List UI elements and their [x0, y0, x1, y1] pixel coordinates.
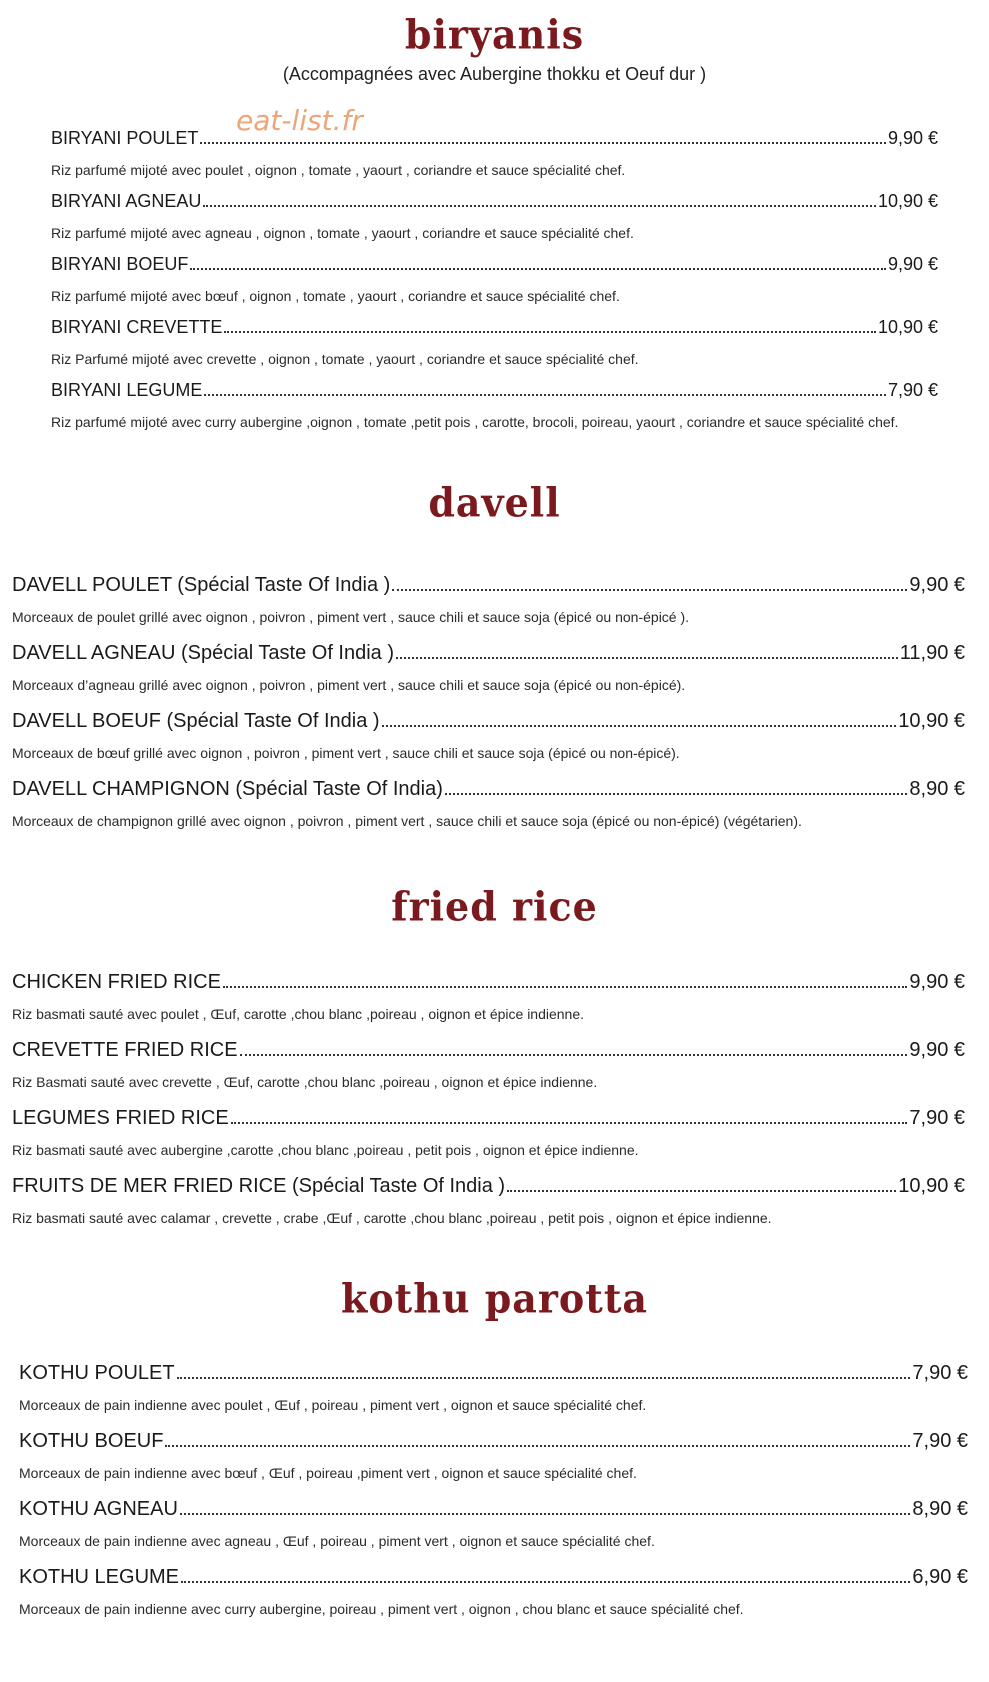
item-price: 7,90 €	[912, 1430, 968, 1452]
section-title-davell: davell	[428, 478, 561, 527]
item-description: Riz parfumé mijoté avec agneau , oignon , tomate , yaourt , coriandre et sauce spécialité chef.	[51, 225, 634, 241]
dot-leader	[382, 724, 897, 727]
menu-item-kothu-boeuf	[19, 1429, 968, 1483]
item-description: Riz parfumé mijoté avec poulet , oignon , tomate , yaourt , coriandre et sauce spécialité chef.	[51, 162, 626, 178]
item-name: CREVETTE FRIED RICE	[12, 1039, 238, 1061]
section-title-kothu-parotta: kothu parotta	[341, 1274, 648, 1323]
dot-leader	[204, 393, 886, 396]
menu-item-davell-champignon	[12, 777, 965, 831]
item-description: Riz basmati sauté avec calamar , crevette , crabe ,Œuf , carotte ,chou blanc ,poireau , petit pois , oignon et épice indienne.	[12, 1210, 772, 1226]
item-name: KOTHU POULET	[19, 1362, 175, 1384]
item-price: 9,90 €	[909, 1039, 965, 1061]
item-description: Morceaux de bœuf grillé avec oignon , poivron , piment vert , sauce chili et sauce soja (épicé ou non-épicé).	[12, 745, 680, 761]
item-description: Morceaux de poulet grillé avec oignon , poivron , piment vert , sauce chili et sauce soja (épicé ou non-épicé ).	[12, 609, 690, 625]
item-description: Riz parfumé mijoté avec curry aubergine ,oignon , tomate ,petit pois , carotte, brocoli, poireau, yaourt , coriandre et sauce spécialité chef.	[51, 414, 899, 430]
item-name: KOTHU LEGUME	[19, 1566, 180, 1588]
item-name: DAVELL AGNEAU (Spécial Taste Of India )	[12, 642, 395, 664]
dot-leader	[177, 1376, 911, 1379]
item-description: Morceaux de pain indienne avec bœuf , Œuf , poireau ,piment vert , oignon et sauce spécialité chef.	[19, 1465, 637, 1481]
item-description: Riz Basmati sauté avec crevette , Œuf, carotte ,chou blanc ,poireau , oignon et épice indienne.	[12, 1074, 598, 1090]
menu-item-legumes-fried-rice	[12, 1106, 965, 1160]
item-price: 6,90 €	[912, 1566, 968, 1588]
item-price: 8,90 €	[909, 778, 965, 800]
item-description: Morceaux de champignon grillé avec oignon , poivron , piment vert , sauce chili et sauce soja (épicé ou non-épicé) (végétarien).	[12, 813, 802, 829]
item-name: CHICKEN FRIED RICE	[12, 971, 221, 993]
dot-leader	[445, 792, 908, 795]
item-price: 10,90 €	[877, 317, 938, 337]
menu-item-chicken-fried-rice	[12, 970, 965, 1024]
section-title-biryanis: biryanis	[404, 10, 585, 59]
dot-leader	[223, 985, 907, 988]
item-price: 9,90 €	[909, 574, 965, 596]
item-name: FRUITS DE MER FRIED RICE (Spécial Taste Of India )	[12, 1175, 506, 1197]
dot-leader	[181, 1580, 910, 1583]
item-description: Riz basmati sauté avec poulet , Œuf, carotte ,chou blanc ,poireau , oignon et épice indienne.	[12, 1006, 585, 1022]
item-name: KOTHU AGNEAU	[19, 1498, 178, 1520]
item-name: BIRYANI AGNEAU	[51, 191, 202, 211]
menu-item-biryani-legume	[51, 378, 938, 432]
dot-leader	[507, 1189, 896, 1192]
item-price: 7,90 €	[887, 380, 938, 400]
item-name: BIRYANI BOEUF	[51, 254, 189, 274]
menu-item-davell-boeuf	[12, 709, 965, 763]
item-price: 7,90 €	[909, 1107, 965, 1129]
dot-leader	[392, 588, 907, 591]
dot-leader	[190, 267, 886, 270]
dot-leader	[180, 1512, 910, 1515]
item-price: 7,90 €	[912, 1362, 968, 1384]
dot-leader	[240, 1053, 908, 1056]
item-description: Riz basmati sauté avec aubergine ,carotte ,chou blanc ,poireau , petit pois , oignon et épice indienne.	[12, 1142, 639, 1158]
item-price: 10,90 €	[898, 1175, 965, 1197]
menu-item-crevette-fried-rice	[12, 1038, 965, 1092]
dot-leader	[396, 656, 898, 659]
item-price: 8,90 €	[912, 1498, 968, 1520]
item-name: DAVELL CHAMPIGNON (Spécial Taste Of India)	[12, 778, 443, 800]
menu-item-biryani-poulet	[51, 126, 938, 180]
item-price: 9,90 €	[887, 254, 938, 274]
menu-item-davell-poulet	[12, 573, 965, 627]
item-price: 9,90 €	[909, 971, 965, 993]
dot-leader	[165, 1444, 910, 1447]
menu-item-fruits-de-mer-fried-rice	[12, 1174, 965, 1228]
section-title-fried-rice: fried rice	[391, 882, 598, 931]
watermark: eat-list.fr	[236, 104, 363, 137]
item-name: DAVELL POULET (Spécial Taste Of India )	[12, 574, 391, 596]
section-subtitle-biryanis: (Accompagnées avec Aubergine thokku et Oeuf dur )	[282, 64, 707, 84]
item-price: 9,90 €	[887, 128, 938, 148]
item-name: KOTHU BOEUF	[19, 1430, 164, 1452]
dot-leader	[203, 204, 876, 207]
item-price: 11,90 €	[899, 642, 965, 664]
item-name: LEGUMES FRIED RICE	[12, 1107, 229, 1129]
item-description: Morceaux d’agneau grillé avec oignon , poivron , piment vert , sauce chili et sauce soja (épicé ou non-épicé).	[12, 677, 686, 693]
menu-item-kothu-legume	[19, 1565, 968, 1619]
item-description: Morceaux de pain indienne avec poulet , Œuf , poireau , piment vert , oignon et sauce spécialité chef.	[19, 1397, 647, 1413]
menu-item-biryani-crevette	[51, 315, 938, 369]
menu-item-biryani-boeuf	[51, 252, 938, 306]
item-description: Riz parfumé mijoté avec bœuf , oignon , tomate , yaourt , coriandre et sauce spécialité chef.	[51, 288, 620, 304]
dot-leader	[224, 330, 876, 333]
menu-item-davell-agneau	[12, 641, 965, 695]
menu-item-kothu-poulet	[19, 1361, 968, 1415]
item-name: BIRYANI CREVETTE	[51, 317, 223, 337]
item-description: Morceaux de pain indienne avec agneau , Œuf , poireau , piment vert , oignon et sauce spécialité chef.	[19, 1533, 655, 1549]
menu-item-kothu-agneau	[19, 1497, 968, 1551]
item-description: Riz Parfumé mijoté avec crevette , oignon , tomate , yaourt , coriandre et sauce spécialité chef.	[51, 351, 639, 367]
dot-leader	[200, 141, 886, 144]
item-name: BIRYANI LEGUME	[51, 380, 203, 400]
item-description: Morceaux de pain indienne avec curry aubergine, poireau , piment vert , oignon , chou blanc et sauce spécialité chef.	[19, 1601, 744, 1617]
item-price: 10,90 €	[898, 710, 965, 732]
item-price: 10,90 €	[877, 191, 938, 211]
item-name: DAVELL BOEUF (Spécial Taste Of India )	[12, 710, 380, 732]
menu-item-biryani-agneau	[51, 189, 938, 243]
dot-leader	[231, 1121, 908, 1124]
item-name: BIRYANI POULET	[51, 128, 199, 148]
